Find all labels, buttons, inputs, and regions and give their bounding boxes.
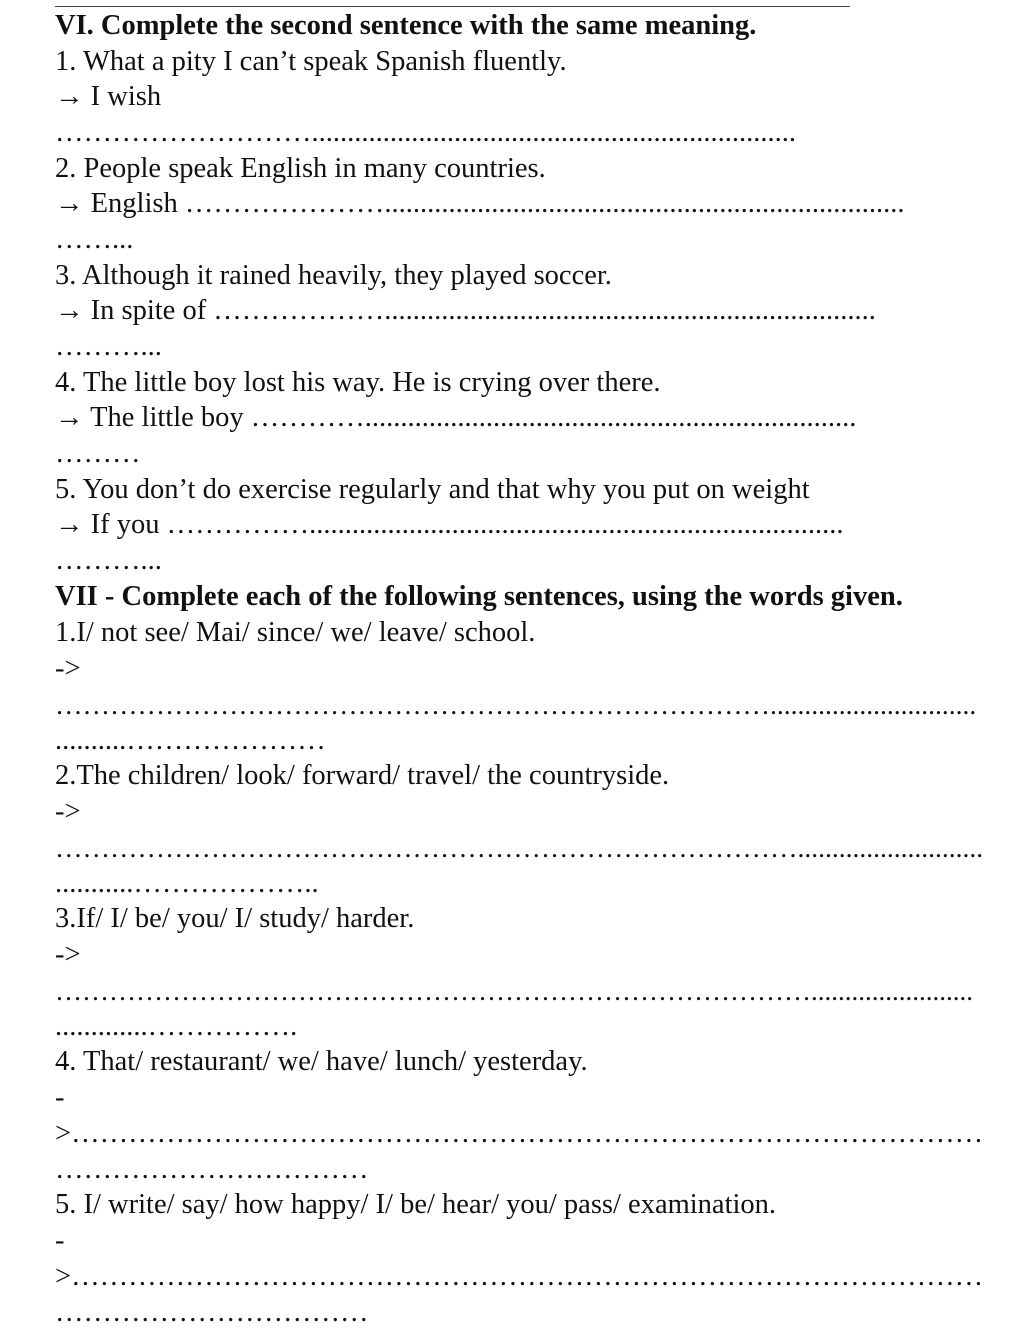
s7-q4-answer-line[interactable]: >…………………………………………………………………………………… (55, 1118, 984, 1149)
s7-q1-answer-line[interactable]: …………………………………………………………………….............................. (55, 689, 977, 720)
s7-q2-answer-line-2[interactable]: ...........……………….. (55, 868, 319, 899)
s7-q4-arrow-dash: - (55, 1082, 65, 1113)
s6-q3-answer-start[interactable]: → In spite of ………………..................................................................... (55, 295, 876, 326)
s7-q2-prompt: 2.The children/ look/ forward/ travel/ the countryside. (55, 760, 670, 791)
s7-q2-arrow: -> (55, 796, 81, 827)
s6-q3-prompt: 3. Although it rained heavily, they played soccer. (55, 260, 612, 291)
s7-q5-prompt: 5. I/ write/ say/ how happy/ I/ be/ hear/ you/ pass/ examination. (55, 1189, 777, 1220)
s7-q3-arrow: -> (55, 939, 81, 970)
s7-q3-prompt: 3.If/ I/ be/ you/ I/ study/ harder. (55, 903, 415, 934)
s7-q2-answer-line[interactable]: ………………………………………………………………………........................... (55, 832, 984, 863)
s6-q3-answer-line[interactable]: ………... (55, 331, 162, 362)
s7-q1-prompt: 1.I/ not see/ Mai/ since/ we/ leave/ school. (55, 617, 536, 648)
s6-q5-answer-start[interactable]: → If you ……………........................................................................... (55, 509, 844, 540)
s7-q3-answer-line[interactable]: …………………………………………………………………………........................ (55, 976, 973, 1006)
s7-q1-answer-line-2[interactable]: ..........………………… (55, 725, 326, 756)
s6-q2-answer-line[interactable]: ……... (55, 224, 134, 255)
s7-q5-answer-line-2[interactable]: …………………………… (55, 1297, 369, 1328)
s6-q5-prompt: 5. You don’t do exercise regularly and that why you put on weight (55, 474, 810, 505)
s6-q4-prompt: 4. The little boy lost his way. He is crying over there. (55, 367, 661, 398)
s6-q1-prompt: 1. What a pity I can’t speak Spanish fluently. (55, 46, 567, 77)
s7-q1-arrow: -> (55, 653, 81, 684)
s6-q1-answer-line[interactable]: ……………………….................................................................... (55, 117, 796, 148)
s6-q5-answer-line[interactable]: ………... (55, 545, 162, 576)
s6-q2-answer-start[interactable]: → English …………………......................................................................... (55, 188, 905, 219)
s6-q4-answer-line[interactable]: ……… (55, 438, 141, 469)
section-6-heading: VI. Complete the second sentence with the same meaning. (55, 10, 757, 41)
s6-q1-answer-start[interactable]: → I wish (55, 81, 162, 112)
s6-q2-prompt: 2. People speak English in many countries. (55, 153, 546, 184)
top-rule (55, 6, 850, 7)
s7-q4-prompt: 4. That/ restaurant/ we/ have/ lunch/ yesterday. (55, 1046, 588, 1077)
s7-q5-answer-line[interactable]: >…………………………………………………………………………………… (55, 1261, 984, 1292)
s7-q4-answer-line-2[interactable]: …………………………… (55, 1154, 369, 1185)
s7-q5-arrow-dash: - (55, 1225, 65, 1256)
s6-q4-answer-start[interactable]: → The little boy …………..................................................................... (55, 402, 857, 433)
s7-q3-answer-line-2[interactable]: .............……………. (55, 1011, 298, 1042)
section-7-heading: VII - Complete each of the following sentences, using the words given. (55, 581, 903, 612)
